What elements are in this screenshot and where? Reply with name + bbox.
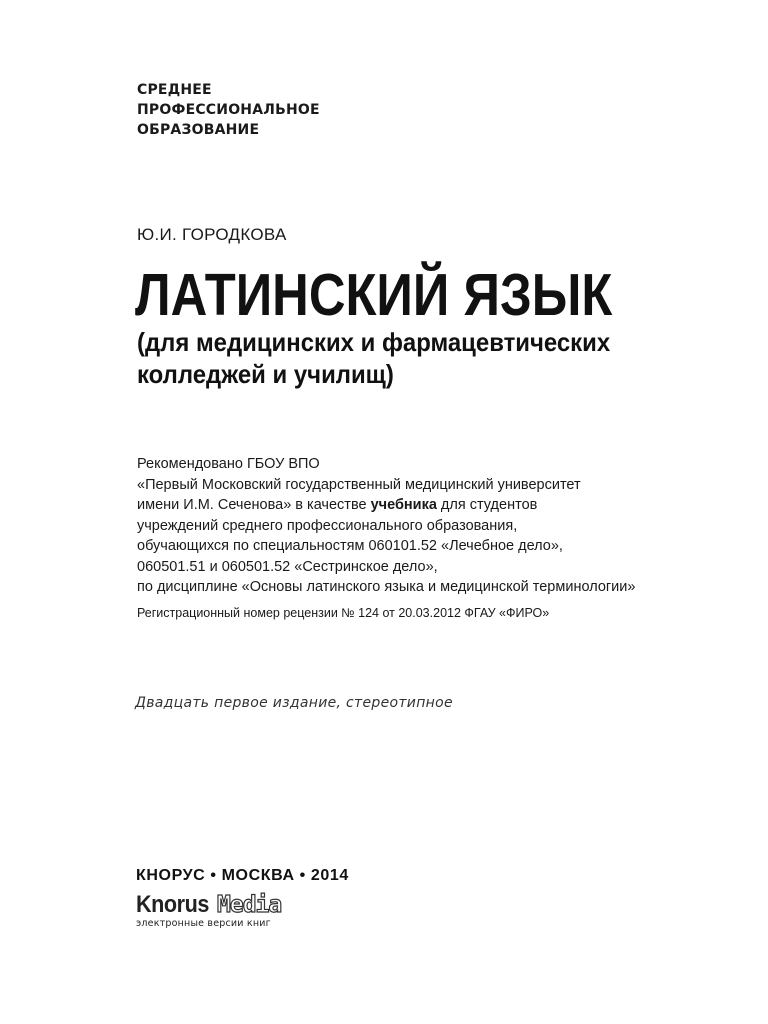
series-label: [137, 80, 320, 140]
recommendation-line: учреждений среднего профессионального образования,: [137, 517, 518, 534]
recommendation-text: имени И.М. Сеченова» в качестве: [137, 497, 371, 513]
book-subtitle: [137, 326, 610, 390]
subtitle-line: (для медицинских и фармацевтических: [137, 327, 611, 357]
recommendation-line: 060501.51 и 060501.52 «Сестринское дело»,: [137, 558, 438, 575]
recommendation-line: «Первый Московский государственный медицинский университет: [137, 476, 581, 493]
logo-wordmark: [136, 891, 281, 919]
logo-brand-accent: Media: [217, 892, 282, 918]
edition-note: Двадцать первое издание, стереотипное: [135, 695, 453, 711]
recommendation-line: [137, 495, 635, 516]
recommendation-block: [137, 454, 635, 598]
book-title: ЛАТИНСКИЙ ЯЗЫК: [135, 262, 613, 328]
logo-brand-main: Knorus: [136, 891, 209, 918]
logo-tagline: электронные версии книг: [136, 918, 271, 929]
series-line: ОБРАЗОВАНИЕ: [137, 122, 260, 138]
author-name: Ю.И. ГОРОДКОВА: [137, 225, 287, 244]
recommendation-emphasis: учебника: [370, 497, 437, 513]
series-line: СРЕДНЕЕ: [137, 82, 212, 98]
recommendation-line: по дисциплине «Основы латинского языка и медицинской терминологии»: [137, 579, 636, 595]
recommendation-line: Рекомендовано ГБОУ ВПО: [137, 456, 320, 472]
subtitle-line: колледжей и училищ): [137, 359, 394, 389]
registration-number: Регистрационный номер рецензии № 124 от 20.03.2012 ФГАУ «ФИРО»: [137, 606, 550, 620]
publisher-imprint: КНОРУС • МОСКВА • 2014: [136, 867, 349, 884]
series-line: ПРОФЕССИОНАЛЬНОЕ: [137, 102, 320, 118]
recommendation-line: обучающихся по специальностям 060101.52 «Лечебное дело»,: [137, 538, 563, 554]
knorus-media-logo: [136, 891, 306, 931]
recommendation-text: для студентов: [436, 497, 538, 513]
